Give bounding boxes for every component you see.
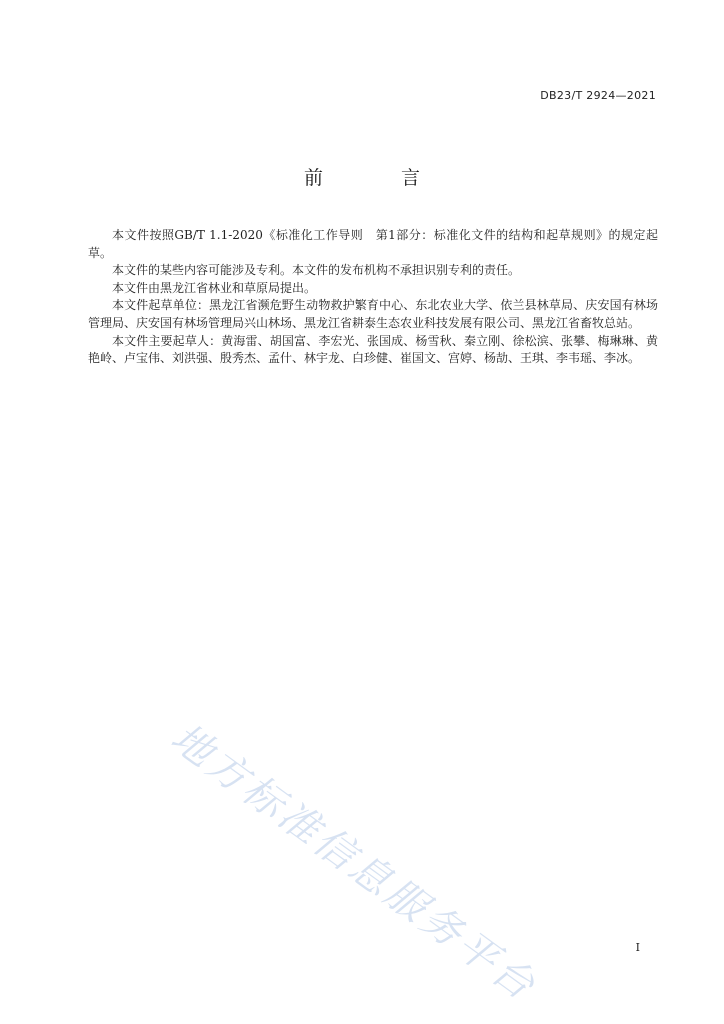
paragraph-proposer: 本文件由黑龙江省林业和草原局提出。 [112,280,317,295]
paragraph-drafting-rules: 本文件按照GB/T 1.1-2020《标准化工作导则 第1部分：标准化文件的结构和起草规则》的规定起草。 [88,228,658,260]
page-title: 前 言 [303,167,457,189]
foreword-body [88,227,658,368]
standard-number: DB23/T 2924—2021 [540,89,656,102]
paragraph-drafters: 本文件主要起草人：黄海雷、胡国富、李宏光、张国成、杨雪秋、秦立刚、徐松滨、张攀、梅琳琳、黄艳岭、卢宝伟、刘洪强、殷秀杰、孟什、林宇龙、白珍健、崔国文、宫婷、杨劼、王琪、李韦瑶、李冰。 [88,333,658,366]
paragraph-drafting-units: 本文件起草单位：黑龙江省濒危野生动物救护繁育中心、东北农业大学、依兰县林草局、庆安国有林场管理局、庆安国有林场管理局兴山林场、黑龙江省耕泰生态农业科技发展有限公司、黑龙江省畜牧总站。 [88,298,658,330]
paragraph-patent-notice: 本文件的某些内容可能涉及专利。本文件的发布机构不承担识别专利的责任。 [112,263,521,278]
watermark: 地方标准信息服务平台 [162,714,546,1011]
page-number: I [635,941,640,954]
